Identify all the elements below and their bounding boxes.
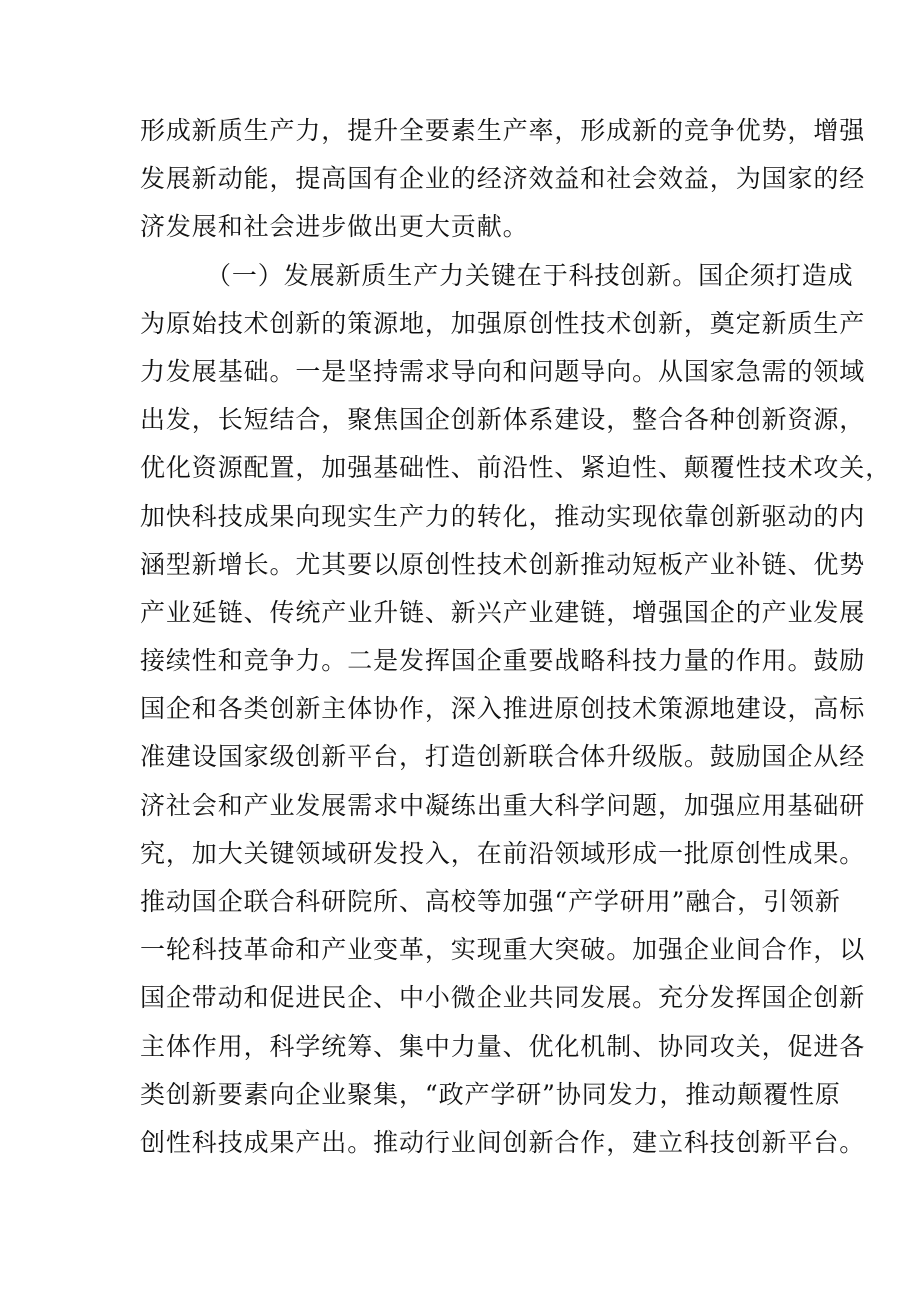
text-line: 一轮科技革命和产业变革，实现重大突破。加强企业间合作，以 xyxy=(140,935,866,965)
text-line: 国企和各类创新主体协作，深入推进原创技术策源地建设，高标 xyxy=(140,694,866,724)
text-line: 出发，长短结合，聚焦国企创新体系建设，整合各种创新资源， xyxy=(140,405,866,435)
body-text xyxy=(140,107,892,1167)
text-line: 发展新动能，提高国有企业的经济效益和社会效益，为国家的经 xyxy=(140,164,866,194)
text-line: 加快科技成果向现实生产力的转化，推动实现依靠创新驱动的内 xyxy=(140,501,866,531)
text-line: 涵型新增长。尤其要以原创性技术创新推动短板产业补链、优势 xyxy=(140,549,866,579)
text-line: 为原始技术创新的策源地，加强原创性技术创新，奠定新质生产 xyxy=(140,308,866,338)
text-line: 济社会和产业发展需求中凝练出重大科学问题，加强应用基础研 xyxy=(140,790,866,820)
text-line: 形成新质生产力，提升全要素生产率，形成新的竞争优势，增强 xyxy=(140,116,866,145)
section-heading-line: （一）发展新质生产力关键在于科技创新。国企须打造成 xyxy=(206,260,854,290)
text-line: 力发展基础。一是坚持需求导向和问题导向。从国家急需的领域 xyxy=(140,356,866,386)
text-line: 主体作用，科学统筹、集中力量、优化机制、协同攻关，促进各 xyxy=(140,1031,866,1061)
text-line: 推动国企联合科研院所、高校等加强“产学研用”融合，引领新 xyxy=(140,887,841,916)
text-line: 准建设国家级创新平台，打造创新联合体升级版。鼓励国企从经 xyxy=(140,742,866,772)
text-line: 产业延链、传统产业升链、新兴产业建链，增强国企的产业发展 xyxy=(140,597,866,627)
text-line: 国企带动和促进民企、中小微企业共同发展。充分发挥国企创新 xyxy=(140,983,866,1013)
text-line: 创性科技成果产出。推动行业间创新合作，建立科技创新平台。 xyxy=(140,1127,866,1157)
text-line: 济发展和社会进步做出更大贡献。 xyxy=(140,212,529,242)
text-line: 类创新要素向企业聚集，“政产学研”协同发力，推动颠覆性原 xyxy=(140,1079,841,1109)
text-line: 接续性和竞争力。二是发挥国企重要战略科技力量的作用。鼓励 xyxy=(140,646,866,676)
text-line: 优化资源配置，加强基础性、前沿性、紧迫性、颠覆性技术攻关， xyxy=(140,453,892,483)
text-line: 究，加大关键领域研发投入，在前沿领域形成一批原创性成果。 xyxy=(140,838,866,868)
